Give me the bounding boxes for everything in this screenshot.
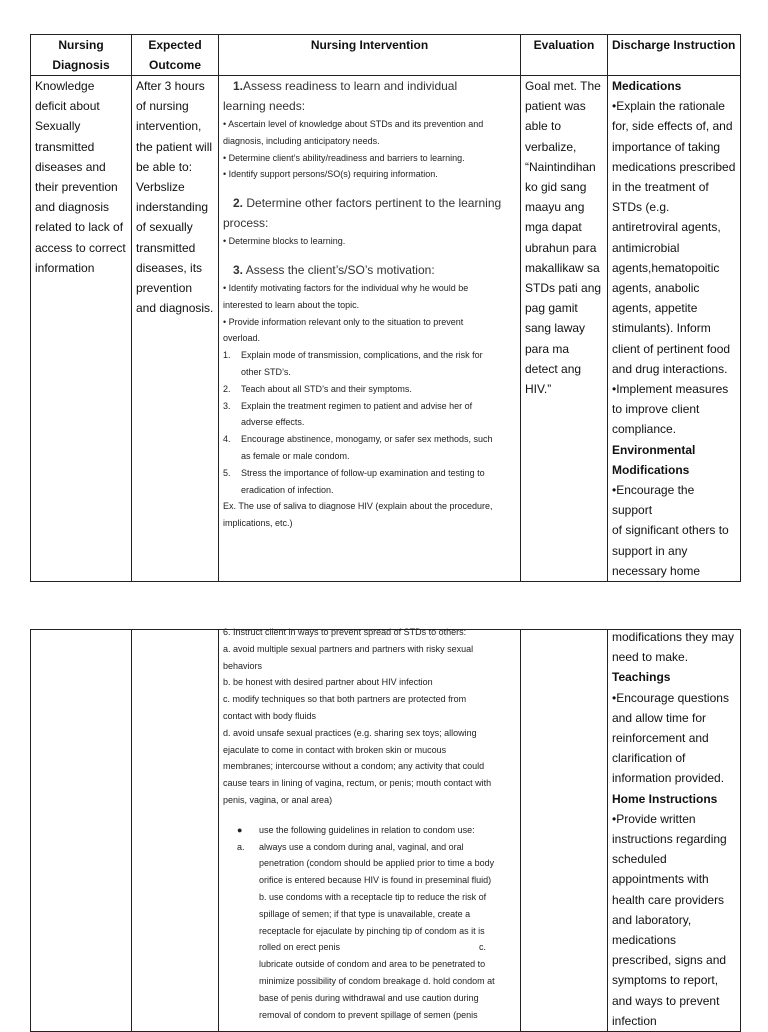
instruction-line: medications prescribed: [612, 159, 736, 174]
header-nursing-intervention: Nursing Intervention: [219, 35, 521, 76]
instruction-line: •Explain the rationale: [612, 99, 725, 114]
instruction-line: support in any: [612, 543, 688, 558]
instruction-line: prescribed, signs and: [612, 953, 727, 968]
instruction-line: health care providers: [612, 892, 725, 907]
instruction-line: modifications they may: [612, 630, 735, 644]
instruction-line: and drug interactions.: [612, 361, 728, 376]
section-heading: Environmental: [612, 442, 696, 457]
instruction-line: client of pertinent food: [612, 341, 731, 356]
care-plan-table-page2: [30, 629, 741, 1032]
instruction-line: to improve client: [612, 402, 700, 417]
instruction-line: scheduled: [612, 852, 667, 867]
instruction-line: •Encourage questions: [612, 690, 729, 705]
instruction-line: STDs (e.g.: [612, 200, 670, 215]
instruction-line: of significant others to: [612, 523, 729, 538]
section-heading: Modifications: [612, 462, 690, 477]
instruction-line: reinforcement and: [612, 731, 709, 746]
instruction-line: infection: [612, 1013, 657, 1028]
header-expected-outcome: Expected Outcome: [132, 35, 219, 76]
instruction-line: and ways to prevent: [612, 993, 720, 1008]
content-row: [31, 76, 741, 582]
intervention-cell: 1.Assess readiness to learn and individual learning needs: • Ascertain level of knowledge about STDs and its prevention and diagnosis, including anticipatory needs. • Determine client’s ability/readiness and barriers to learning. • Identify support persons/SO(s) requiring information. 2. Determine other factors pertinent to the learning process: • Determine blocks to learning. 3. Assess the client’s/SO’s motivation: • Identify motivating factors for the individual why he would be interested to learn about the topic. • Provide information relevant only to the situation to prevent overload. 1. Explain mode of transmission, complications, and the risk for other STD’s. 2. Teach about all STD’s and their symptoms. 3. Explain the treatment regimen to patient and advise her of adverse effects. 4. Encourage abstinence, monogamy, or safer sex methods, such as female or male condom. 5. Stress the importance of follow-up examination and testing to eradication of infection. Ex. The use of saliva to diagnose HIV (explain about the procedure, implications, etc.): [219, 76, 521, 582]
section-heading: Home Instructions: [612, 791, 718, 806]
instruction-line: •Encourage the support: [612, 483, 695, 518]
instruction-line: necessary home: [612, 563, 701, 578]
section-heading: Teachings: [612, 670, 671, 685]
instruction-line: in the treatment of: [612, 180, 709, 195]
instruction-line: agents,hematopoitic: [612, 260, 720, 275]
list-item: 3. Explain the treatment regimen to patient and advise her of: [223, 400, 473, 411]
list-item: 2. Teach about all STD’s and their symptoms.: [223, 383, 412, 394]
instruction-line: agents, appetite: [612, 301, 698, 316]
intervention-cell-continued: 6. Instruct client in ways to prevent spread of STDs to others: a. avoid multiple sexual partners and partners with risky sexual behaviors b. be honest with desired partner about HIV infection c. modify techniques so that both partners are protected from contact with body fluids d. avoid unsafe sexual practices (e.g. sharing sex toys; allowing ejaculate to come in contact with broken skin or mucous membranes; intercourse without a condom; any activity that could cause tears in lining of vagina, rectum, or penis; mouth contact with penis, vagina, or anal area) ● use the following guidelines in relation to condom use: a. always use a condom during anal, vaginal, and oral penetration (condom should be applied prior to time a body orifice is entered because HIV is found in preseminal fluid) b. use condoms with a receptacle tip to reduce the risk of spillage of semen; if that type is unavailable, create a receptacle for ejaculate by pinching tip of condom as it is rolled on erect penis c. lubricate outside of condom and area to be penetrated to minimize possibility of condom breakage d. hold condom at base of penis during withdrawal and use caution during removal of condom to prevent spillage of semen (penis: [219, 630, 521, 1032]
instruction-line: stimulants). Inform: [612, 321, 711, 336]
condom-guidelines-bullet: ● use the following guidelines in relation to condom use:: [237, 824, 475, 835]
intervention-heading-1: 1.Assess readiness to learn and individual: [233, 79, 458, 93]
list-item: 4. Encourage abstinence, monogamy, or safer sex methods, such: [223, 434, 493, 445]
header-discharge-instruction: Discharge Instruction: [608, 35, 741, 76]
care-plan-table-page1: [30, 34, 741, 582]
instruction-line: agents, anabolic: [612, 281, 700, 296]
instruction-line: •Provide written: [612, 811, 696, 826]
instruction-line: information provided.: [612, 771, 725, 786]
instruction-line: compliance.: [612, 422, 677, 437]
discharge-cell: [608, 76, 741, 582]
evaluation-cell-continued: [521, 630, 608, 1032]
section-heading: Medications: [612, 79, 682, 93]
instruction-line: for, side effects of, and: [612, 119, 733, 134]
list-item: 1. Explain mode of transmission, complications, and the risk for: [223, 350, 483, 361]
instruction-line: appointments with: [612, 872, 709, 887]
intervention-heading-3: 3. Assess the client’s/SO’s motivation:: [233, 262, 435, 277]
evaluation-cell: Goal met. The patient was able to verbalize, “Naintindihan ko gid sang maayu ang mga dapat ubrahun para makallikaw sa STDs pati ang pag gamit sang laway para ma detect ang HIV.”: [521, 76, 608, 582]
discharge-cell-continued: [608, 630, 741, 1032]
header-row: [31, 35, 741, 76]
instruction-line: importance of taking: [612, 139, 721, 154]
instruction-line: and allow time for: [612, 710, 707, 725]
instruction-line: antimicrobial: [612, 240, 680, 255]
continuation-row: [31, 630, 741, 1032]
instruction-line: antiretroviral agents,: [612, 220, 721, 235]
outcome-cell-continued: [132, 630, 219, 1032]
instruction-line: need to make.: [612, 650, 689, 665]
header-nursing-diagnosis: Nursing Diagnosis: [31, 35, 132, 76]
instruction-line: and laboratory,: [612, 912, 692, 927]
header-evaluation: Evaluation: [521, 35, 608, 76]
instruction-line: medications: [612, 933, 677, 948]
instruction-line: •Implement measures: [612, 382, 729, 397]
condom-guideline-a: a. always use a condom during anal, vaginal, and oral: [237, 841, 464, 852]
instruction-line: instructions regarding: [612, 832, 727, 847]
intervention-heading-2: 2. Determine other factors pertinent to the learning: [233, 196, 502, 211]
diagnosis-cell-continued: [31, 630, 132, 1032]
outcome-cell: After 3 hours of nursing intervention, the patient will be able to: Verbslize inderstanding of sexually transmitted diseases, its prevention and diagnosis.: [132, 76, 219, 582]
list-item: 5. Stress the importance of follow-up examination and testing to: [223, 467, 485, 478]
diagnosis-cell: Knowledge deficit about Sexually transmitted diseases and their prevention and diagnosis related to lack of access to correct information: [31, 76, 132, 582]
instruction-line: clarification of: [612, 751, 686, 766]
instruction-line: symptoms to report,: [612, 973, 719, 988]
